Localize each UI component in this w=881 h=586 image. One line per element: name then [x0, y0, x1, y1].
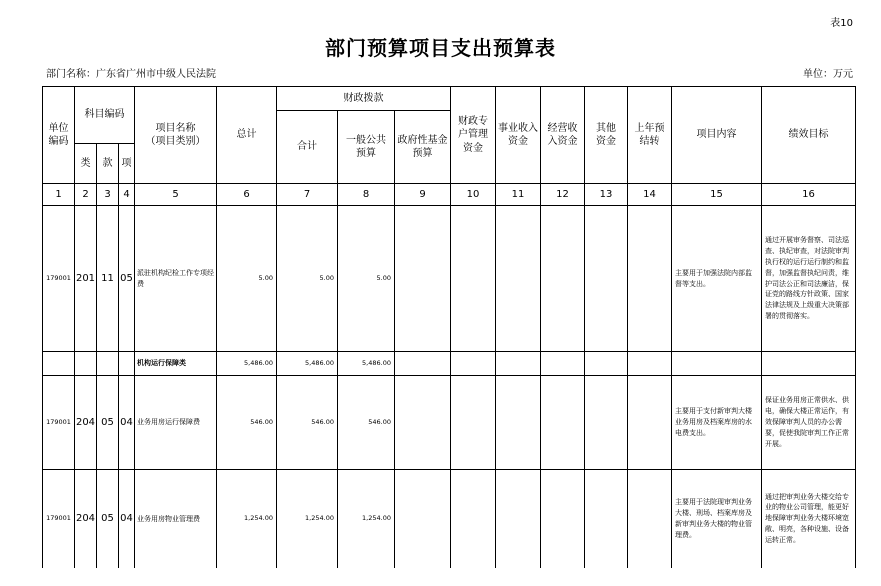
header-unit-code-text: 单位 编码	[48, 122, 69, 147]
row-gov-fund	[395, 470, 451, 568]
row-content: 主要用于加强法院内部监督等支出。	[672, 206, 762, 352]
row-project-name: 业务用房物业管理费	[135, 470, 217, 568]
table-row-group	[43, 352, 856, 376]
row-fiscal-sum: 546.00	[277, 376, 338, 470]
col-number: 6	[217, 184, 277, 206]
header-business-income-text: 事业收入 资金	[498, 122, 538, 147]
row-business-income	[496, 352, 541, 376]
row-special-account	[451, 352, 496, 376]
row-operating-income	[541, 376, 585, 470]
col-number: 10	[451, 184, 496, 206]
row-unit-code: 179001	[43, 470, 75, 568]
table-row	[43, 376, 856, 470]
header-fiscal-sum: 合计	[277, 111, 338, 184]
header-general-budget	[338, 111, 395, 184]
row-carryover	[628, 206, 672, 352]
row-xiang: 04	[119, 376, 135, 470]
col-number: 5	[135, 184, 217, 206]
row-general-budget: 1,254.00	[338, 470, 395, 568]
header-other-text: 其他 资金	[596, 122, 616, 147]
row-group-name: 机构运行保障类	[135, 352, 217, 376]
row-kuan: 11	[97, 206, 119, 352]
row-fiscal-sum: 5,486.00	[277, 352, 338, 376]
row-lei	[75, 352, 97, 376]
header-goal: 绩效目标	[762, 87, 856, 184]
header-lei: 类	[75, 144, 97, 184]
table-row	[43, 470, 856, 568]
header-unit-code	[43, 87, 75, 184]
header-gov-fund	[395, 111, 451, 184]
row-gov-fund	[395, 352, 451, 376]
row-gov-fund	[395, 206, 451, 352]
col-number: 9	[395, 184, 451, 206]
row-gov-fund	[395, 376, 451, 470]
col-number: 3	[97, 184, 119, 206]
table-number: 表10	[830, 18, 853, 29]
row-xiang: 05	[119, 206, 135, 352]
row-business-income	[496, 206, 541, 352]
col-number: 4	[119, 184, 135, 206]
row-special-account	[451, 470, 496, 568]
department-name: 部门名称：广东省广州市中级人民法院	[46, 69, 216, 80]
header-carryover-text: 上年预 结转	[634, 122, 665, 147]
col-number: 2	[75, 184, 97, 206]
row-operating-income	[541, 352, 585, 376]
row-general-budget: 5.00	[338, 206, 395, 352]
col-number: 8	[338, 184, 395, 206]
header-special-account-text: 财政专 户管理 资金	[458, 115, 488, 154]
row-content: 主要用于法院现审判业务大楼、刑场、档案库房及新审判业务大楼的物业管理费。	[672, 470, 762, 568]
row-goal: 通过把审判业务大楼交给专业的物业公司管理，能更好地保障审判业务大楼环境宽敞、明亮，各种设施、设备运转正常。	[762, 470, 856, 568]
row-unit-code: 179001	[43, 206, 75, 352]
header-business-income	[496, 87, 541, 184]
row-special-account	[451, 376, 496, 470]
header-subject-code: 科目编码	[75, 87, 135, 144]
col-number: 16	[762, 184, 856, 206]
col-number: 7	[277, 184, 338, 206]
table-row	[43, 206, 856, 352]
row-carryover	[628, 352, 672, 376]
budget-table	[42, 86, 856, 568]
col-number: 13	[585, 184, 628, 206]
row-general-budget: 546.00	[338, 376, 395, 470]
row-total: 546.00	[217, 376, 277, 470]
header-project-name-text: 项目名称 （项目类别）	[145, 122, 206, 147]
column-number-row	[43, 184, 856, 206]
row-xiang	[119, 352, 135, 376]
row-fiscal-sum: 5.00	[277, 206, 338, 352]
row-total: 5.00	[217, 206, 277, 352]
header-xiang: 项	[119, 144, 135, 184]
row-kuan	[97, 352, 119, 376]
header-other	[585, 87, 628, 184]
row-unit-code: 179001	[43, 376, 75, 470]
header-special-account	[451, 87, 496, 184]
row-total: 5,486.00	[217, 352, 277, 376]
row-content: 主要用于支付新审判大楼业务用房及档案库房的水电费支出。	[672, 376, 762, 470]
row-other	[585, 376, 628, 470]
col-number: 1	[43, 184, 75, 206]
header-total: 总计	[217, 87, 277, 184]
row-general-budget: 5,486.00	[338, 352, 395, 376]
unit-label: 单位：万元	[803, 69, 853, 80]
row-special-account	[451, 206, 496, 352]
row-kuan: 05	[97, 470, 119, 568]
header-gov-fund-text: 政府性基金 预算	[397, 134, 448, 159]
row-goal: 保证业务用房正常供水、供电，确保大楼正常运作，有效保障审判人员的办公需要，促使我院审判工作正常开展。	[762, 376, 856, 470]
header-operating-income	[541, 87, 585, 184]
row-lei: 201	[75, 206, 97, 352]
row-carryover	[628, 470, 672, 568]
row-project-name: 业务用房运行保障费	[135, 376, 217, 470]
row-other	[585, 206, 628, 352]
col-number: 14	[628, 184, 672, 206]
row-content	[672, 352, 762, 376]
header-content: 项目内容	[672, 87, 762, 184]
header-project-name	[135, 87, 217, 184]
header-general-budget-text: 一般公共 预算	[346, 134, 386, 159]
col-number: 15	[672, 184, 762, 206]
row-kuan: 05	[97, 376, 119, 470]
header-row-1	[43, 87, 856, 111]
header-carryover	[628, 87, 672, 184]
row-other	[585, 352, 628, 376]
row-total: 1,254.00	[217, 470, 277, 568]
row-business-income	[496, 470, 541, 568]
header-fiscal: 财政拨款	[277, 87, 451, 111]
row-goal: 通过开展审务督察、司法巡查、执纪审查，对法院审判执行权的运行运行制约和监督，加强监督执纪问责，维护司法公正和司法廉洁，保证党的路线方针政策、国家法律法规及上级重大决策部署的贯彻落实。	[762, 206, 856, 352]
row-unit-code	[43, 352, 75, 376]
row-operating-income	[541, 470, 585, 568]
row-project-name: 派驻机构纪检工作专项经费	[135, 206, 217, 352]
col-number: 12	[541, 184, 585, 206]
header-operating-income-text: 经营收 入资金	[547, 122, 578, 147]
row-lei: 204	[75, 470, 97, 568]
row-operating-income	[541, 206, 585, 352]
row-carryover	[628, 376, 672, 470]
row-other	[585, 470, 628, 568]
header-kuan: 款	[97, 144, 119, 184]
row-fiscal-sum: 1,254.00	[277, 470, 338, 568]
row-business-income	[496, 376, 541, 470]
col-number: 11	[496, 184, 541, 206]
row-goal	[762, 352, 856, 376]
row-xiang: 04	[119, 470, 135, 568]
page-title: 部门预算项目支出预算表	[325, 36, 556, 60]
row-lei: 204	[75, 376, 97, 470]
